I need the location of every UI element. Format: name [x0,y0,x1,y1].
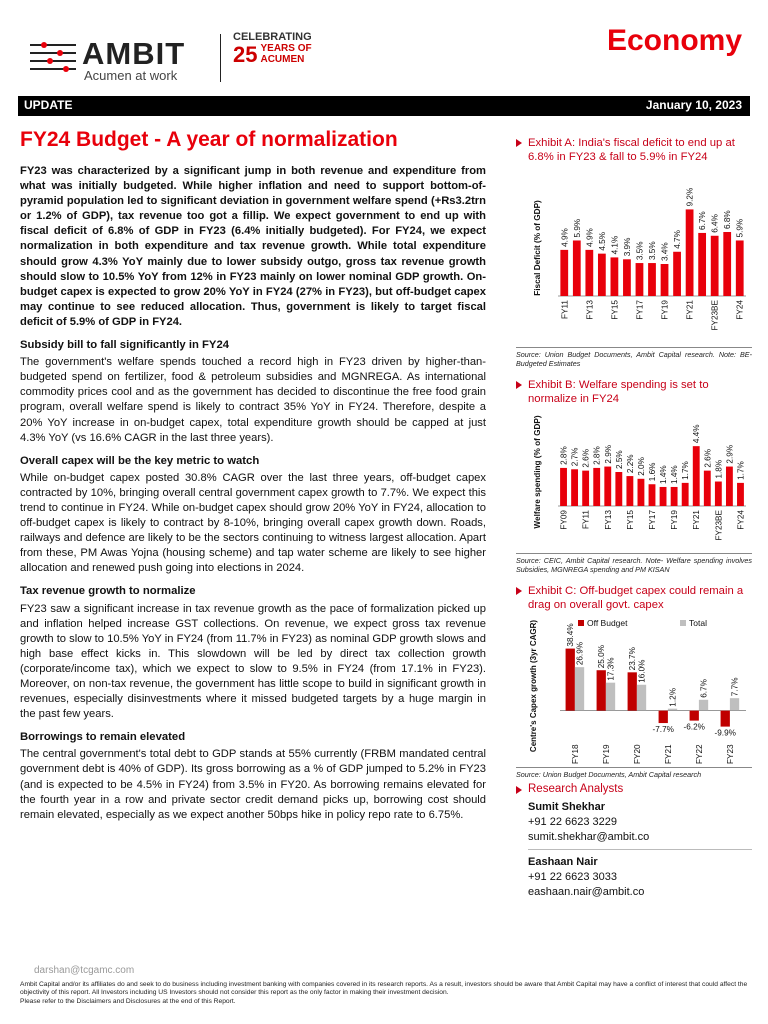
logo-mark-icon [30,40,76,74]
tick-label: FY20 [632,744,642,764]
data-label: 1.7% [736,461,746,480]
data-label: 3.5% [648,241,657,261]
bar [711,236,719,296]
bar [571,469,578,506]
brand-tagline: Acumen at work [84,68,178,83]
summary-paragraph: FY23 was characterized by a significant jump in both revenue and expenditure from what was initially budgeted. While higher inflation and need to support bottom-of-pyramid population led to significant deviation in government welfare spend (+Rs3.2trn or 1.2% of GDP), tax revenue too got a fillip. We expect government to end up with fiscal deficit of 6.8% of GDP in FY23 (6.4% initially budgeted). For FY24, we expect normalization in both expenditure and tax revenue growth. While total expenditure should grow 4.3% YoY mainly due to lower subsidy outgo, gross tax revenue growth should slow to 10.5% YoY from 12% in FY23 mainly on lower nominal GDP growth. On-budget capex is expected to grow 20% YoY in FY24 (27% in FY23), but off-budget capex may continue to see reduced allocation. Thus, government is likely to target fiscal deficit of 5.9% of GDP in FY24. [20,165,486,328]
exhibit-c-chart [516,612,752,764]
exhibit-a-text: Exhibit A: India's fiscal deficit to end up at 6.8% in FY23 & fall to 5.9% in FY24 [528,137,735,163]
section-paragraph: FY23 saw a significant increase in tax revenue growth as the pace of formalization picked up and inflation helped increase GST collections. On revenue, we expect gross tax revenue growth to slow to 10.5% YoY in FY24 (from 11.7% in FY23) as nominal GDP growth slows and high base effect kicks in. This slowdown will be led by direct tax collection growth (corporate/income tax), which we expect to slow to 9.5% in FY24 (from 17.1% in FY23). Moreover, on non-tax revenue, the government has little scope to build in significant growth in revenues, especially disinvestments where it missed budgeted targets by a huge margin in the past few years. [20,602,486,721]
tick-label: FY21 [663,744,673,764]
bar [560,468,567,506]
data-label: -9.9% [714,728,736,738]
bar [693,446,700,506]
tick-label: FY22 [694,744,704,764]
exhibit-c-title [516,584,752,612]
tick-label: FY24 [735,300,745,320]
tick-label: FY19 [660,300,670,320]
analyst-phone[interactable]: +91 22 6623 3033 [528,871,618,883]
data-label: 2.9% [725,444,735,464]
bar [649,484,656,506]
bar [560,250,568,296]
report-type: UPDATE [24,98,73,112]
exhibit-a-source: Source: Union Budget Documents, Ambit Capital research. Note: BE- Budgeted Estimates [516,350,752,368]
exhibit-c-text: Exhibit C: Off-budget capex could remain a drag on overall govt. capex [528,585,744,611]
legend-swatch [680,620,686,626]
brand-name: AMBIT [82,36,186,71]
logo-divider [220,34,221,82]
tick-label: FY15 [610,300,620,320]
data-label: 2.6% [703,448,713,468]
bar [730,698,739,710]
bar [638,479,645,506]
exhibit-b-source: Source: CEIC, Ambit Capital research. Note- Welfare spending involves Subsidies, MGNREGA spending and PM KISAN [516,556,752,574]
data-label: 1.7% [681,461,691,480]
bar [736,240,744,296]
bar [611,257,619,296]
y-axis-label: Welfare spending (% of GDP) [533,415,542,529]
analyst-name: Sumit Shekhar [528,801,606,813]
bar [582,471,589,506]
bar [585,250,593,296]
bar [593,468,600,506]
bar [659,711,668,723]
disclaimer-text: Ambit Capital and/or its affiliates do and seek to do business including investment banking with companies covered in its research reports. As a result, investors should be aware that Ambit Capital may have a conflict of interest that could affect the objectivity of this report. All Investors including US Investors should not consider this report as the only factor in making their investment decision. [20,981,748,997]
bar [566,649,575,711]
data-label: 4.4% [692,424,702,444]
analyst-card [516,856,752,898]
bar [623,259,631,296]
analysts-heading [516,783,752,795]
tick-label: FY23BE [710,300,720,331]
tick-label: FY13 [585,300,595,320]
data-label: 6.7% [699,679,709,698]
bar [660,487,667,506]
analyst-card [516,801,752,843]
data-label: 7.7% [730,677,740,697]
section-paragraph: The government's welfare spends touched a record high in FY23 driven by higher-than-budgeted spend on fertilizer, food & petroleum subsidies and MGNREGA. As international commodity prices cool and as the government has decided to discontinue the free food grain program, overall welfare spend is likely to contract 35% YoY in FY24. Therefore, despite a 20% YoY increase in on-budget capex, total expenditure growth should be capped at just 4.3% YoY (vs 16.6% CAGR in the last three years). [20,356,486,444]
data-label: 3.5% [635,241,645,261]
tick-label: FY23BE [714,510,724,541]
celebrate-number: 25 [233,41,258,67]
bar [636,263,644,296]
data-label: 1.6% [648,462,657,482]
bar [721,711,730,727]
bar [673,252,681,296]
analyst-phone[interactable]: +91 22 6623 3229 [528,816,618,828]
legend-swatch [578,620,584,626]
tick-label: FY11 [560,300,570,319]
data-label: 3.9% [622,237,632,257]
data-label: 4.7% [673,230,683,249]
data-label: 26.9% [575,641,585,666]
analyst-email[interactable]: eashaan.nair@ambit.co [528,886,645,898]
celebrate-line1: CELEBRATING [233,31,312,43]
data-label: 4.9% [560,228,570,247]
page-title: FY24 Budget - A year of normalization [20,128,398,151]
bar [686,209,694,296]
data-label: 23.7% [628,647,638,671]
divider [528,849,752,850]
arrow-icon [516,587,522,595]
data-label: 2.0% [636,457,646,476]
tick-label: FY24 [736,510,746,530]
data-label: 2.8% [559,446,569,465]
data-label: 2.8% [592,446,602,465]
bar [615,472,622,506]
bar [626,476,633,506]
tick-label: FY11 [581,510,591,529]
tick-label: FY13 [603,510,613,530]
tick-label: FY21 [685,300,695,320]
bar [661,264,669,296]
y-axis-label: Centre's Capex growth (3yr CAGR) [529,619,538,753]
data-label: 6.4% [710,214,720,233]
data-label: 2.2% [625,454,635,474]
data-label: 1.8% [714,459,724,479]
arrow-icon [516,139,522,147]
report-date: January 10, 2023 [645,98,742,112]
watermark-email: darshan@tcgamc.com [34,965,135,976]
data-label: 1.4% [659,465,669,484]
bar [606,683,615,711]
bar [573,240,581,296]
bar [715,482,722,506]
data-label: 16.0% [637,659,647,683]
bar [699,700,708,711]
article-body [20,164,486,823]
bar [598,254,606,296]
tick-label: FY19 [601,744,611,764]
legend-label: Total [689,618,707,628]
divider [516,553,752,554]
exhibit-a-title [516,136,752,164]
legend-label: Off Budget [587,618,628,628]
data-label: -6.2% [683,722,705,732]
bar [690,711,699,721]
analysts-heading-text: Research Analysts [528,783,624,795]
data-label: 6.8% [723,210,733,229]
data-label: 2.6% [581,448,591,468]
bar [726,467,733,506]
tick-label: FY19 [670,510,680,530]
arrow-icon [516,381,522,389]
analyst-name: Eashaan Nair [528,856,598,868]
analyst-email[interactable]: sumit.shekhar@ambit.co [528,831,650,843]
anniversary-badge [233,32,312,65]
data-label: 38.4% [566,623,576,647]
data-label: 3.4% [660,242,670,261]
section-heading: Borrowings to remain elevated [20,731,186,744]
data-label: 2.7% [570,447,580,467]
section-name: Economy [606,24,742,57]
bar [723,232,731,296]
bar [575,667,584,710]
exhibit-b-chart [516,406,752,550]
data-label: -7.7% [652,725,674,735]
divider [516,767,752,768]
bar [737,483,744,506]
arrow-icon [516,786,522,794]
bar [671,487,678,506]
data-label: 5.9% [572,218,582,238]
section-heading: Tax revenue growth to normalize [20,585,196,598]
bar [648,263,656,296]
divider [516,347,752,348]
tick-label: FY09 [559,510,569,530]
bar [668,709,677,711]
section-heading: Overall capex will be the key metric to watch [20,454,260,467]
bar [704,471,711,506]
data-label: 2.9% [603,444,613,464]
exhibits-column [516,136,752,898]
data-label: 25.0% [597,645,607,669]
celebrate-line2: YEARS OF [260,43,312,54]
bar [637,685,646,711]
bar [682,483,689,506]
data-label: 6.7% [698,211,708,230]
tick-label: FY17 [635,300,645,320]
data-label: 4.5% [597,231,607,251]
data-label: 17.3% [606,657,616,681]
data-label: 1.2% [668,688,678,707]
y-axis-label: Fiscal Deficit (% of GDP) [533,200,542,296]
disclaimer [20,981,748,1006]
data-label: 2.5% [614,450,624,469]
exhibit-b-text: Exhibit B: Welfare spending is set to normalize in FY24 [528,379,709,405]
tick-label: FY17 [648,510,657,530]
tick-label: FY18 [570,744,580,764]
bar [604,467,611,506]
exhibit-b-title [516,378,752,406]
tick-label: FY23 [725,744,735,764]
data-label: 1.4% [670,465,680,484]
section-heading: Subsidy bill to fall significantly in FY24 [20,339,230,352]
disclaimer-note: Please refer to the Disclaimers and Disclosures at the end of this Report. [20,997,236,1005]
tick-label: FY21 [692,510,702,530]
data-label: 4.1% [610,235,620,255]
bar [628,672,637,710]
data-label: 9.2% [685,187,695,207]
tick-label: FY15 [625,510,635,530]
section-paragraph: The central government's total debt to GDP stands at 55% currently (FRBM mandated central government debt is 40% of GDP). Its gross borrowing as a % of GDP jumped to 5.2% in FY23 (and is expected to be 4.5% in FY24) from 3.5% in FY20. As borrowing remains elevated for the fourth year in a row and private sector credit demand picks up, borrowing cost should remain elevated, especially as we expect another 50bps hike in policy repo rate to 6.75%. [20,748,486,821]
bar [597,670,606,710]
bar [698,233,706,296]
data-label: 4.9% [585,228,595,247]
data-label: 5.9% [735,218,745,238]
exhibit-a-chart [516,164,752,344]
section-paragraph: While on-budget capex posted 30.8% CAGR over the last three years, off-budget capex contracted by 10%, bringing overall central government capex growth to 7.7%. We expect this trend to continue in FY24. While on-budget capex should grow 20% YoY in FY24, allocation to off-budget capex is likely to contract by 8-10%, bringing overall capex growth down. Roads, railways and defence are likely to be the sectors continuing to witness largest allocation. Apart from these, PM Awas Yojna (housing scheme) and tap water scheme are likely to see higher allocation and renewed push going into elections in 2024. [20,471,486,575]
celebrate-line3: ACUMEN [260,54,305,65]
header-bar [18,96,750,116]
exhibit-c-source: Source: Union Budget Documents, Ambit Capital research [516,770,702,779]
